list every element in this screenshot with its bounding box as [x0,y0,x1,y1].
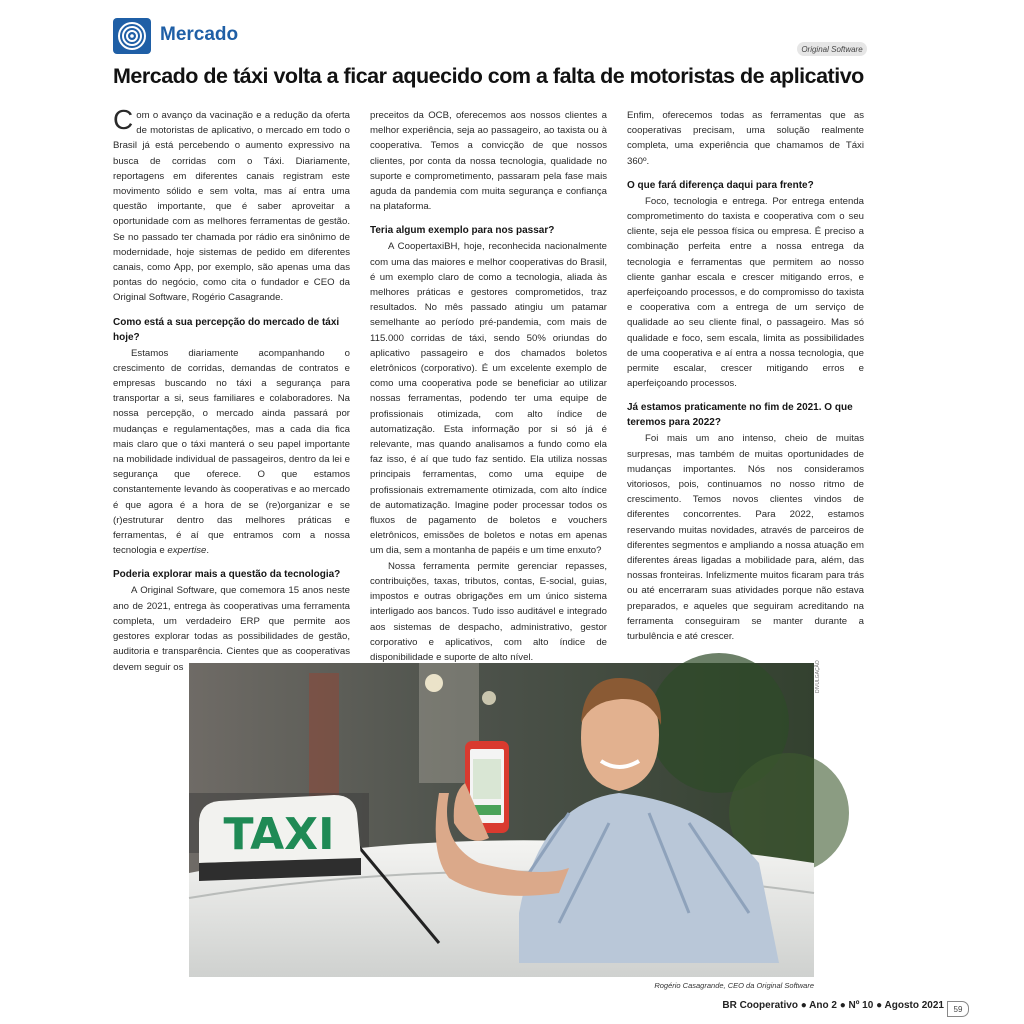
answer-paragraph-continued: preceitos da OCB, oferecemos aos nossos clientes a melhor experiência, seja ao passageiro, ao taxista ou à cooperativa. Temos a convicção de que nossos clientes, por conta da nossa tecnologia, qualidade no suporte e comprometimento, passaram pela fase mais aguda da pandemia com muita segurança e confiança na plataforma. [370,110,607,213]
answer-paragraph: Foi mais um ano intenso, cheio de muitas surpresas, mas também de muitas oportunidades de mudanças importantes. Nós nos consideramos vitoriosos, pois, continuamos no nosso ritmo de crescimento. Temos novos clientes vindos de diferentes concorrentes. Para 2022, estamos reservando muitas novidades, através de parceiros de diferentes segmentos e ampliando a nossa atuação em diferentes áreas ligadas a mobilidade para, além, das nossas fronteiras. Infelizmente muitos ficaram para trás ou até encerraram suas atividades porque não estava preparados, e aqueles que seguiram acreditando na ferramenta conseguiram se manter durante a turbulência e até crescer. [627,433,864,643]
ceo-photo [189,663,814,977]
article-column-3 [627,108,864,656]
sponsor-tag: Original Software [797,42,867,56]
article-column-2 [370,108,607,663]
question-heading: Poderia explorar mais a questão da tecnologia? [113,569,341,581]
target-icon [113,18,151,54]
question-heading: Teria algum exemplo para nos passar? [370,225,555,237]
page-number: 59 [947,1001,969,1017]
article-headline: Mercado de táxi volta a ficar aquecido com a falta de motoristas de aplicativo [113,64,864,88]
answer-paragraph: Nossa ferramenta permite gerenciar repasses, contribuições, taxas, tributos, contas, E-social, guias, impostos e outras obrigações em um único sistema interligado aos bancos. Tudo isso auditável e integrado aos sistemas de despacho, administrativo, gestor corporativo e aplicativos, com alto índice de disponibilidade e suporte de alto nível. [370,560,607,663]
section-label: Mercado [160,24,239,45]
question-heading: Já estamos praticamente no fim de 2021. O que teremos para 2022? [627,402,853,429]
answer-paragraph-continued: Enfim, oferecemos todas as ferramentas que as cooperativas precisam, uma solução realmente completa, uma experiência que chamamos de Táxi 360º. [627,110,864,167]
intro-paragraph: Com o avanço da vacinação e a redução da oferta de motoristas de aplicativo, o mercado em todo o Brasil já está percebendo o aumento expressivo na busca de corridas com o Táxi. Diariamente, reportagens em diferentes canais registram este movimento sólido e sem volta, mas aí entra uma questão importante, que é saber aproveitar a oportunidade com as melhores ferramentas de gestão. Se no passado ter chamada por rádio era sinônimo de modernidade, hoje sistemas de pedido em diferentes canais, como App, por exemplo, são apenas uma das pontas do negócio, como cita o fundador e CEO da Original Software, Rogério Casagrande. [113,104,350,304]
taxi-sign-text: TAXI [223,809,335,860]
footer-issue-info: BR Cooperativo ● Ano 2 ● Nº 10 ● Agosto 2021 [722,1000,944,1011]
drop-cap: C [113,104,134,135]
answer-paragraph: A Original Software, que comemora 15 anos neste ano de 2021, entrega às cooperativas uma ferramenta completa, um verdadeiro ERP que permite aos gestores explorar todas as possibilidades de gestão, auditoria e transparência. Cientes que as cooperativas devem seguir os [113,585,350,673]
article-column-1 [113,104,350,673]
question-heading: Como está a sua percepção do mercado de táxi hoje? [113,316,340,343]
photo-credit: DIVULGAÇÃO [815,660,821,693]
answer-paragraph: A CoopertaxiBH, hoje, reconhecida nacionalmente com uma das maiores e melhor cooperativas do Brasil, é um exemplo claro de como a tecnologia, aliada às melhores práticas e gestores comprometidos, traz resultados. No mês passado atingiu um patamar semelhante ao período pré-pandemia, com mais de 115.000 corridas de táxi, sendo 50% oriundas do aplicativo passageiro e dos chamados boletos eletrônicos (corporativo). É um excelente exemplo de como uma cooperativa pode se beneficiar ao utilizar nossas ferramentas, podendo ter uma equipe de profissionais otimizada, com alto índice de automatização. Esta informação por si só já é relevante, mas quando analisamos a fundo como ela faz isso, é aí que tudo faz sentido. Ela utiliza nossas principais ferramentas, como uma equipe de profissionais extremamente otimizada, com alto índice de automatização. Imagine poder processar todos os fluxos de pagamento de boletos e vouchers eletrônicos, emissões de boletos e notas em apenas um dia, sem a montanha de papéis e um time enxuto? [370,241,607,557]
answer-paragraph: Foco, tecnologia e entrega. Por entrega entenda comprometimento do taxista e cooperativa com o seu cliente, seja ele pessoa física ou empresa. É preciso a combinação perfeita entre a nossa entrega da tecnologia e ferramentas que permitem ao nosso cliente ganhar escala e crescer mitigando erros, e aperfeiçoando processos, e do compromisso do taxista e cooperativa com a entrega de um serviço de qualidade ao seu cliente final, o passageiro. Mas só qualidade e foco, sem escala, limita as possibilidades de uma cooperativa e aí entra a nossa tecnologia, que permite escalar, crescer mitigando erros e aperfeiçoando processos. [627,195,864,390]
photo-caption: Rogério Casagrande, CEO da Original Software [654,981,814,990]
answer-paragraph: Estamos diariamente acompanhando o crescimento de corridas, demandas de contratos e empresas buscando no táxi a segurança para transportar a si, seus familiares e colaboradores. Na nossa percepção, o mercado ainda passará por mudanças e regulamentações, mas a cada dia fica mais claro que o táxi manterá o seu papel importante na mobilidade individual de passageiros, dentro da lei e segurança que oferece. O que estamos constantemente levando às cooperativas e ao mercado é que agora é a hora de se (re)organizar e se (r)estruturar dentro das melhores práticas e ferramentas, é aí que entramos com a nossa tecnologia e expertise. [113,347,350,557]
question-heading: O que fará diferença daqui para frente? [627,179,814,191]
